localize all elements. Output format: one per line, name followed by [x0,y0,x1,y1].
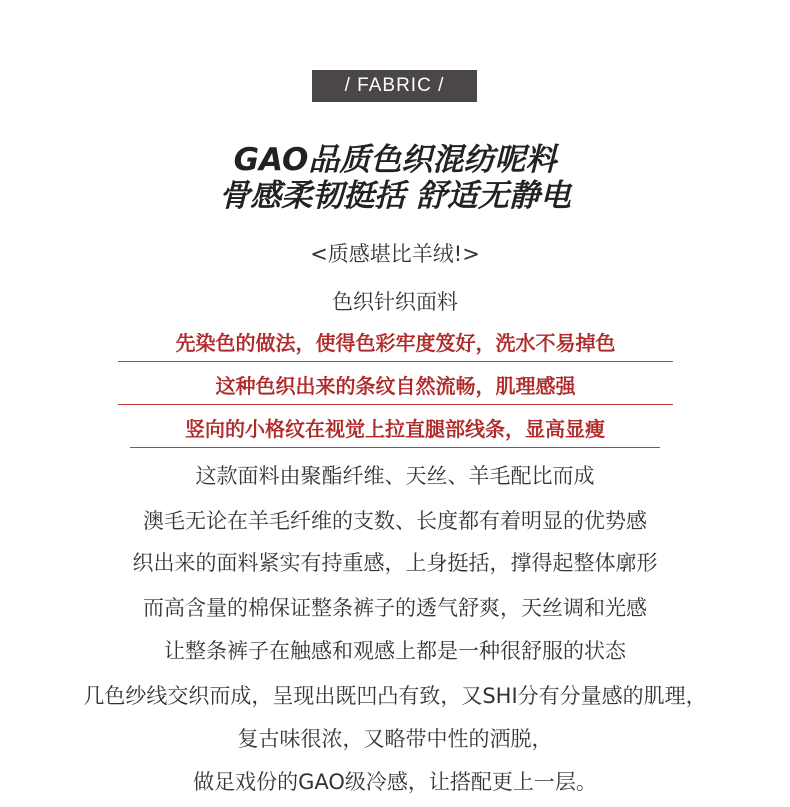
intro-line: 色织针织面料 [332,290,458,314]
body-line: 这款面料由聚酯纤维、天丝、羊毛配比而成 [195,464,595,488]
body-line: 澳毛无论在羊毛纤维的支数、长度都有着明显的优势感 [143,509,647,533]
subtitle: <质感堪比羊绒!> [310,242,480,266]
body-line: 几色纱线交织而成，呈现出既凹凸有致，又SHI分有分量感的肌理， [83,684,707,708]
highlight-line: 竖向的小格纹在视觉上拉直腿部线条，显高显瘦 [130,407,660,448]
body-line: 复古味很浓，又略带中性的洒脱， [237,727,553,751]
headline-line-2: 骨感柔韧挺括 舒适无静电 [219,178,571,214]
body-line: 做足戏份的GAO级冷感，让搭配更上一层。 [193,770,597,794]
body-line: 织出来的面料紧实有持重感，上身挺括，撑得起整体廓形 [132,551,658,575]
body-line: 让整条裤子在触感和观感上都是一种很舒服的状态 [164,639,626,663]
highlight-line: 这种色织出来的条纹自然流畅，肌理感强 [118,364,673,405]
body-line: 而高含量的棉保证整条裤子的透气舒爽，天丝调和光感 [143,596,647,620]
headline-line-1: GAO品质色织混纺呢料 [233,142,557,178]
fabric-tag: / FABRIC / [312,70,477,102]
highlight-line: 先染色的做法，使得色彩牢度笈好，洗水不易掉色 [118,321,673,362]
